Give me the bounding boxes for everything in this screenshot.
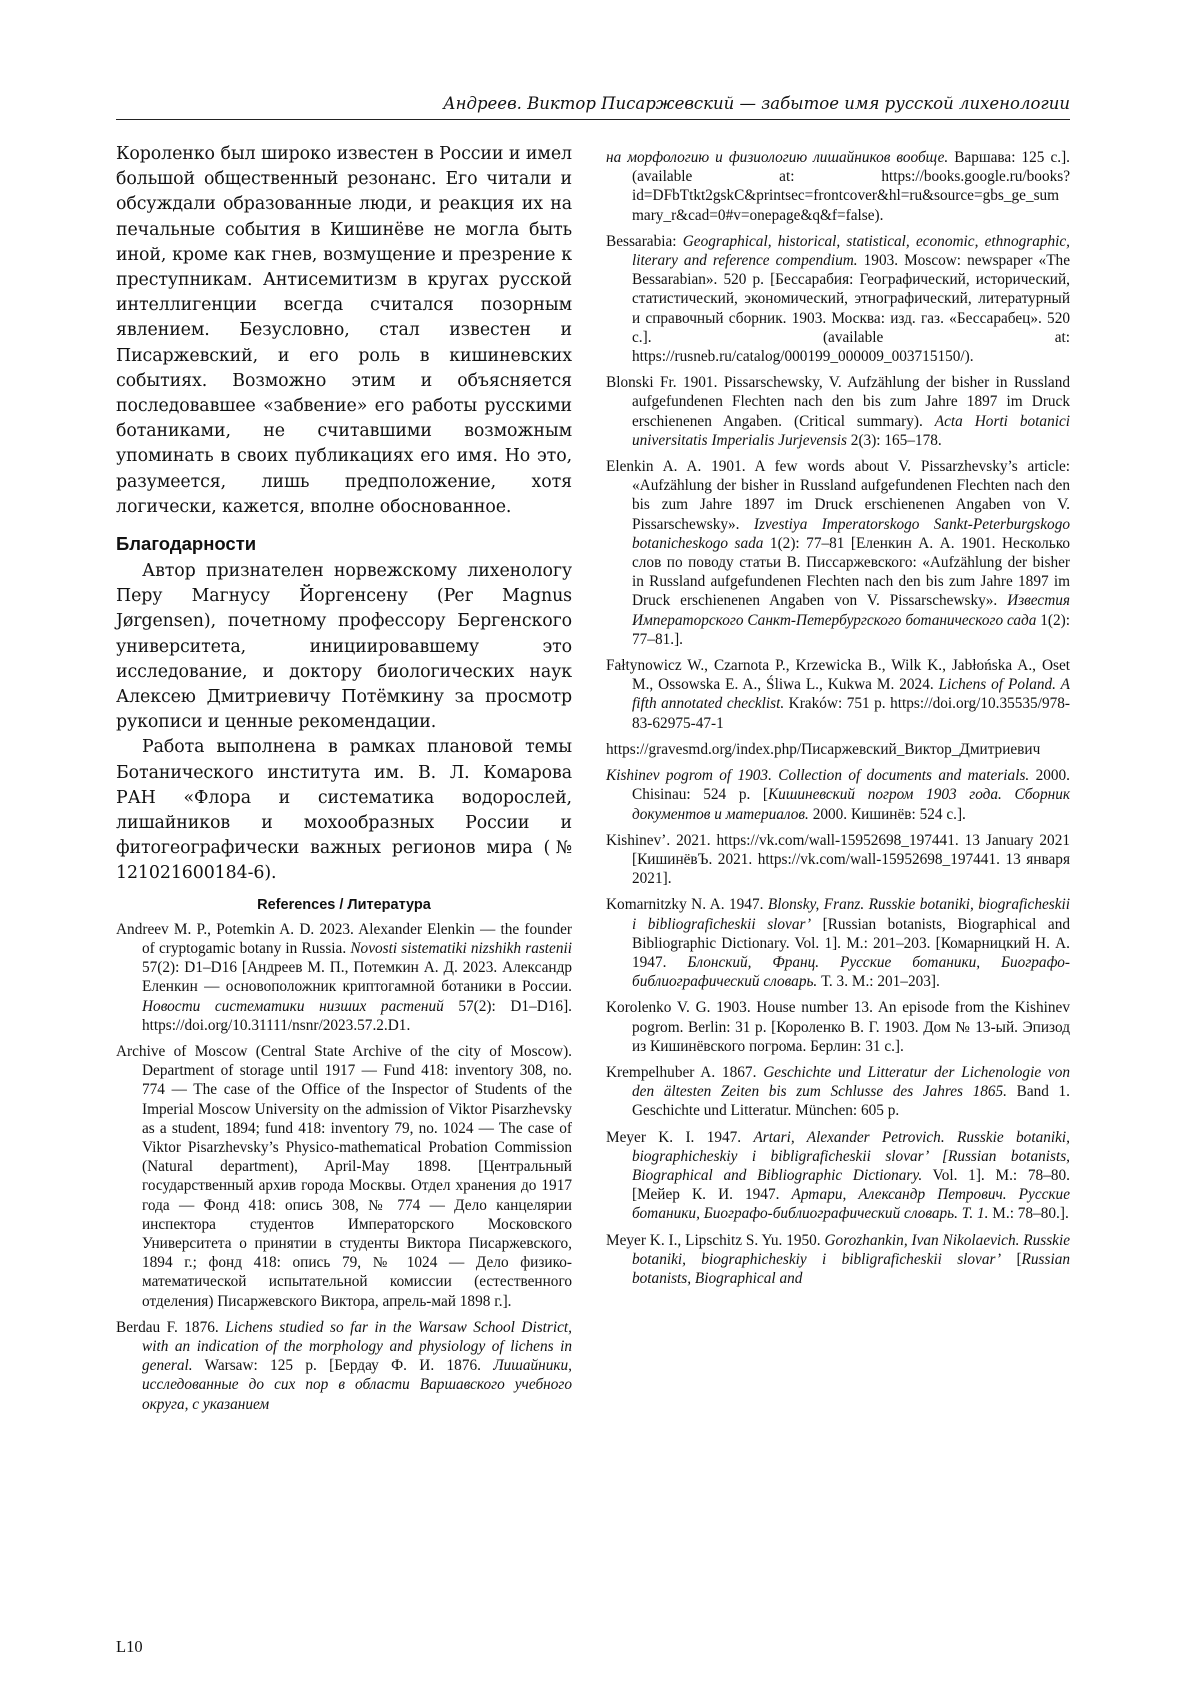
running-head: Андреев. Виктор Писаржевский — забытое имя русской лихенологии xyxy=(116,92,1070,120)
reference-bessarabia xyxy=(606,232,1070,366)
reference-text: 57(2): D1–D16]. https://doi.org/10.31111/nsnr/2023.57.2.D1. xyxy=(142,997,572,1034)
reference-text: Elenkin A. A. 1901. A few words about V. Pissarzhevsky’s article: «Aufzählung der bisher in Russland aufgefundenen Flechten nach den bis zum Jahre 1897 im Druck erschienenen Angaben von V. Pissarschewsky». xyxy=(606,458,1070,533)
reference-text: Кишиневский погром 1903 года. Сборник документов и материалов. xyxy=(632,786,1070,823)
reference-text: Т. 3. М.: 201–203]. xyxy=(817,973,940,991)
reference-text: Артари, Александр Петрович. Русские ботаники, Биографо-библиографический словарь. Т. 1. xyxy=(632,1186,1070,1223)
reference-text: Blonsky, Franz. Russkie botaniki, biograficheskii i bibliograficheskii slovar’ xyxy=(632,896,1070,933)
reference-meyer-1947 xyxy=(606,1128,1070,1224)
reference-text: Kishinev’. 2021. https://vk.com/wall-15952698_197441. 13 January 2021 [КишинёвЪ. 2021. https://vk.com/wall-15952698_197441. 13 января 2021]. xyxy=(606,831,1070,888)
references-list-left xyxy=(116,920,572,1414)
reference-faltynowicz xyxy=(606,656,1070,733)
reference-text: 2000. Кишинёв: 524 с.]. xyxy=(808,805,966,823)
reference-andreev xyxy=(116,920,572,1035)
reference-berdau-part2 xyxy=(606,148,1070,225)
reference-text: https://gravesmd.org/index.php/Писаржевский_Виктор_Дмитриевич xyxy=(606,740,1041,758)
reference-text: Geschichte und Litteratur der Lichenologie von den ältesten Zeiten bis zum Schlusse des Jahres 1865. xyxy=(632,1063,1070,1101)
reference-kishinev-vk xyxy=(606,831,1070,889)
right-column xyxy=(606,148,1070,1295)
reference-text: Krempelhuber A. 1867. xyxy=(606,1063,764,1081)
reference-text: Novosti sistematiki nizshikh rastenii xyxy=(350,939,572,957)
reference-text: Kraków: 751 p. https://doi.org/10.35535/978-83-62975-47-1 xyxy=(632,695,1070,732)
reference-text: Andreev M. P., Potemkin A. D. 2023. Alexander Elenkin — the founder of cryptogamic botany in Russia. xyxy=(116,920,572,957)
reference-text: Geographical, historical, statistical, economic, ethnographic, literary and reference compendium. xyxy=(632,232,1070,270)
reference-text: 1(2): 77–81.]. xyxy=(632,611,1070,648)
reference-text: Berdau F. 1876. xyxy=(116,1318,226,1336)
acknowledgements-paragraph: Работа выполнена в рамках плановой темы Ботанического института им. В. Л. Комарова РАН «Флора и систематика водорослей, лишайников и мохообразных России и фитогеографически важных регионов мира (№ 121021600184-6). xyxy=(116,737,572,884)
reference-text: Acta Horti botanici universitatis Imperialis Jurjevensis xyxy=(632,412,1071,449)
reference-berdau-part1 xyxy=(116,1318,572,1414)
body-text xyxy=(116,142,572,520)
reference-text: Kishinev pogrom of 1903. Collection of documents and materials. xyxy=(606,767,1030,785)
reference-text: Vol. 1]. M.: 78–80. [Мейер К. И. 1947. xyxy=(632,1166,1070,1204)
reference-text: Korolenko V. G. 1903. House number 13. An episode from the Kishinev pogrom. Berlin: 31 p. [Короленко В. Г. 1903. Дом № 13-ый. Эпизод из Кишинёвского погрома. Берлин: 31 с.]. xyxy=(606,999,1070,1055)
reference-text: Лишайники, исследованные до сих пор в области Варшавского учебного округа, с указанием xyxy=(142,1357,572,1413)
reference-text: 2(3): 165–178. xyxy=(846,431,942,449)
reference-text: Russian botanists, Biographical and xyxy=(632,1250,1070,1287)
reference-text: Archive of Moscow (Central State Archive of the city of Moscow). Department of storage until 1917 — Fund 418: inventory 308, no. 774 — The case of the Office of the Inspector of Students of the Imperial Moscow University on the admission of Viktor Pisarzhevsky as a student, 1894; fund 418: inventory 79, no. 1024 — The case of Viktor Pisarzhevsky’s Physico-mathematical Probation Commission (Natural department), April-May 1898. [Центральный государственный архив города Москвы. Отдел хранения до 1917 года — Фонд 418: опись 308, № 774 — Дело канцелярии инспектора студентов Императорского Московского Университета о принятии в студенты Виктора Писаржевского, 1894 г.; фонд 418: опись 79, № 1024 — Дело физико-математической испытательной комиссии (естественного отделения) Писаржевского Виктора, апрель-май 1898 г.]. xyxy=(116,1042,572,1310)
reference-meyer-1950 xyxy=(606,1231,1070,1289)
reference-text: Meyer K. I. 1947. xyxy=(606,1128,754,1146)
reference-korolenko xyxy=(606,998,1070,1056)
reference-text: Meyer K. I., Lipschitz S. Yu. 1950. xyxy=(606,1231,825,1249)
reference-text: Fałtynowicz W., Czarnota P., Krzewicka B., Wilk K., Jabłońska A., Oset M., Ossowska E. A., Śliwa L., Kukwa M. 2024. xyxy=(606,657,1070,694)
page-number: L10 xyxy=(116,1637,143,1656)
reference-krempelhuber xyxy=(606,1063,1070,1121)
reference-text: Известия Императорского Санкт-Петербургского ботанического сада xyxy=(632,592,1070,629)
reference-text: Warsaw: 125 p. [Бердау Ф. И. 1876. xyxy=(192,1357,494,1375)
reference-elenkin xyxy=(606,457,1070,649)
acknowledgements-text xyxy=(116,559,572,887)
body-paragraph: Короленко был широко известен в России и имел большой общественный резонанс. Его читали и обсуждали образованные люди, и реакция их на печальные события в Кишинёве не могла быть иной, кроме как гнев, возмущение и презрение к преступникам. Антисемитизм в кругах русской интеллигенции всегда считался позорным явлением. Безусловно, стал известен и Писаржевский, и его роль в кишиневских событиях. Возможно этим и объясняется последовавшее «забвение» его работы русскими ботаниками, не считавшими возможным упоминать в своих публикациях его имя. Но это, разумеется, лишь предположение, хотя логически, кажется, вполне обоснованное. xyxy=(116,144,572,517)
reference-text: 57(2): D1–D16 [Андреев М. П., Потемкин А. Д. 2023. Александр Еленкин — основоположник криптогамной ботаники в России. xyxy=(142,959,572,996)
acknowledgements-heading: Благодарности xyxy=(116,533,257,555)
reference-text: Lichens of Poland. A fifth annotated checklist. xyxy=(632,676,1070,713)
reference-text: М.: 78–80.]. xyxy=(988,1205,1069,1223)
acknowledgements-paragraph: Автор признателен норвежскому лихенологу Перу Магнусу Йоргенсену (Per Magnus Jørgensen), почетному профессору Бергенского университета, инициировавшему это исследование, и доктору биологических наук Алексею Дмитриевичу Потёмкину за просмотр рукописи и ценные рекомендации. xyxy=(116,561,572,733)
reference-text: Новости систематики низших растений xyxy=(142,997,444,1015)
reference-text: Komarnitzky N. A. 1947. xyxy=(606,896,768,914)
left-column xyxy=(116,142,572,1421)
reference-text: Gorozhankin, Ivan Nikolaevich. Russkie botaniki, biographicheskiy i bibligraficheskii slovar’ xyxy=(632,1231,1071,1268)
reference-text: 1903. Moscow: newspaper «The Bessarabian». 520 p. [Бессарабия: Географический, исторический, статистический, экономический, этнографический, литературный и справочный сборник. 1903. Москва: изд. газ. «Бессарабец». 520 с.]. (available at: https://rusneb.ru/catalog/000199_000009_003715150/). xyxy=(632,252,1070,366)
reference-kishinev-pogrom xyxy=(606,766,1070,824)
reference-text: на морфологию и физиологию лишайников вообще. xyxy=(606,149,949,166)
reference-text: Варшава: 125 с.]. (available at: https://books.google.ru/books?id=DFbTtkt2gskC&printsec=frontcover&hl=ru&source=gbs_ge_summary_r&cad=0#v=onepage&q&f=false). xyxy=(632,149,1070,224)
reference-blonski xyxy=(606,373,1070,450)
reference-text: Blonski Fr. 1901. Pissarschewsky, V. Aufzählung der bisher in Russland aufgefundenen Flechten nach den bis zum Jahre 1897 im Druck erschienenen Angaben. (Critical summary). xyxy=(606,374,1070,430)
reference-text: Lichens studied so far in the Warsaw School District, with an indication of the morphology and physiology of lichens in general. xyxy=(142,1318,573,1375)
reference-text: Bessarabia: xyxy=(606,232,683,250)
reference-text: Блонский, Франц. Русские ботаники, Биографо-библиографический словарь. xyxy=(632,953,1070,991)
references-heading: References / Литература xyxy=(257,896,431,913)
reference-text: [Russian botanists, Biographical and Bibliographic Dictionary. Vol. 1]. M.: 201–203. [Комарницкий Н. А. 1947. xyxy=(632,915,1070,971)
reference-text: Band 1. Geschichte und Litteratur. München: 605 p. xyxy=(632,1083,1070,1120)
reference-komarnitzky xyxy=(606,895,1070,991)
reference-text: 2000. Chisinau: 524 p. [ xyxy=(632,767,1070,804)
references-list-right xyxy=(606,148,1070,1288)
reference-gravesmd xyxy=(606,740,1070,759)
reference-text: [ xyxy=(1001,1250,1022,1268)
reference-text: Izvestiya Imperatorskogo Sankt-Peterburgskogo botanicheskogo sada xyxy=(632,515,1070,552)
reference-text: 1(2): 77–81 [Еленкин А. А. 1901. Несколько слов по поводу статьи В. Писсаржевского: «Aufzählung der bisher in Russland aufgefundenen Flechten nach den bis zum Jahre 1897 im Druck erschienenen Angaben von V. Pissarschewsky». xyxy=(632,534,1071,610)
reference-text: Artari, Alexander Petrovich. Russkie botaniki, biographicheskiy i bibligraficheskii slovar’ [Russian botanists, Biographical and Bibliographic Dictionary. xyxy=(632,1128,1070,1184)
reference-archive-moscow xyxy=(116,1042,572,1311)
